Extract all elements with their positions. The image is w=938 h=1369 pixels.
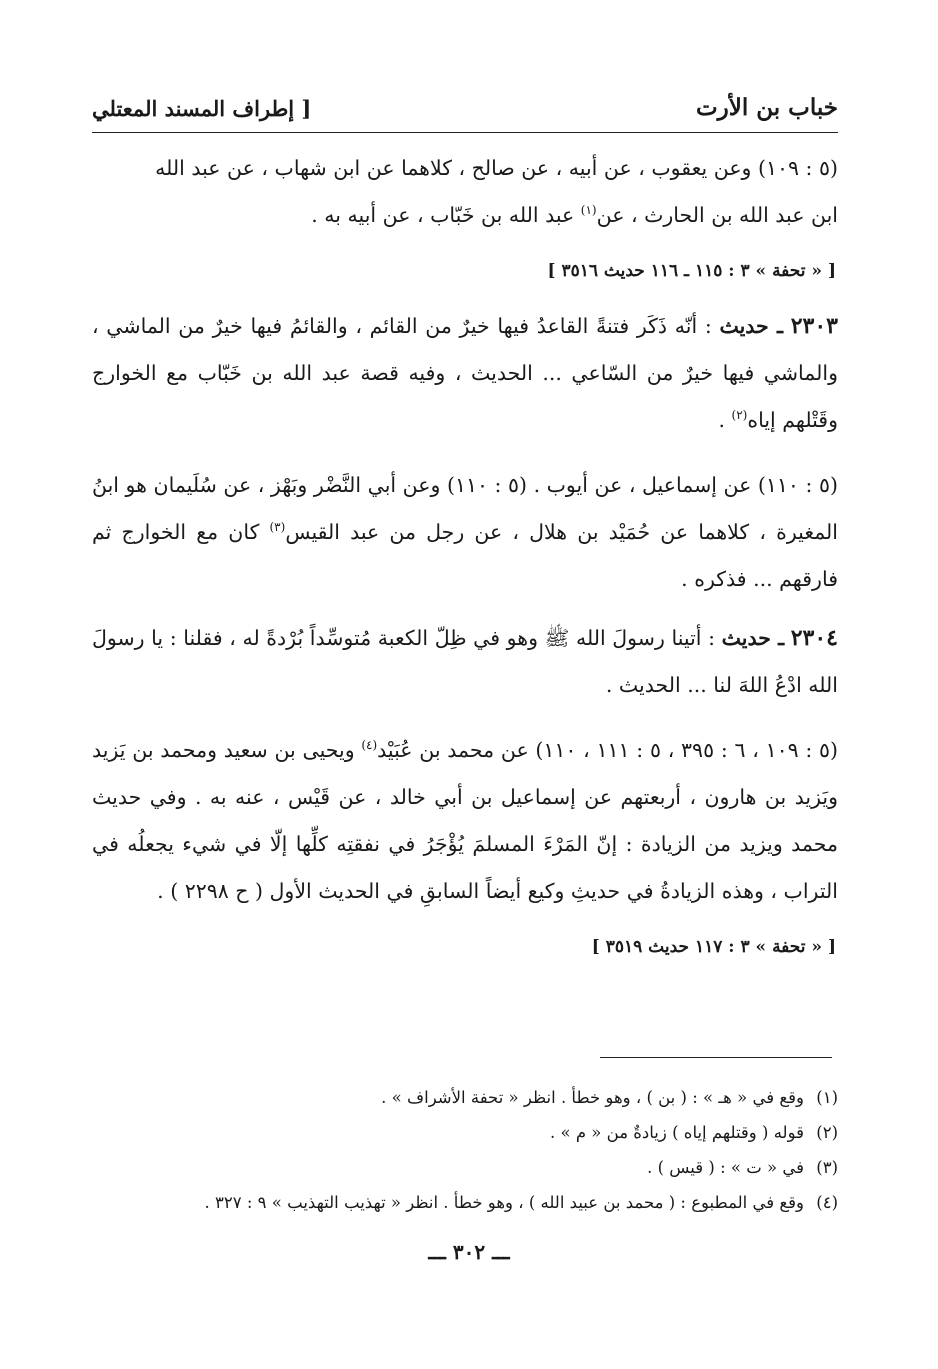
- tuhfa-reference-1: [ « تحفة » ٣ : ١١٥ ـ ١١٦ حديث ٣٥١٦ ]: [547, 261, 836, 281]
- footnote-marker-4[interactable]: (٤): [361, 738, 378, 753]
- isnad-text-3b: ويحيى بن سعيد ومحمد بن يَزيد ويَزيد بن هارون ، أربعتهم عن إسماعيل بن أبي خالد ، عن قَيْس ، عنه به . وفي حديث محمد ويزيد من الزيادة : إنّ المَرْءَ المسلمَ يُؤْجَرُ في نفقتِه كلِّها إلّا في شيء يجعلُه في التراب ، وهذه الزيادةُ في حديثِ وكيع أيضاً السابقِ في الحديث الأول ( ح ٢٢٩٨ ) .: [92, 738, 838, 903]
- isnad-line-2b: عبد الله بن خَبّاب ، عن أبيه به .: [311, 203, 581, 227]
- footnote-text: قوله ( وقتلهم إياه ) زيادةٌ من « م » .: [550, 1123, 804, 1142]
- footnote-text: وقع في « هـ » : ( بن ) ، وهو خطأ . انظر « تحفة الأشراف » .: [381, 1088, 804, 1107]
- hadith-text-2304: : أتينا رسولَ الله ﷺ وهو في ظِلّ الكعبة مُتوسِّداً بُرْدةً له ، فقلنا : يا رسولَ الله ادْعُ اللهَ لنا ... الحديث .: [92, 626, 838, 697]
- footnote-number: (٣): [816, 1158, 838, 1177]
- footnote-2: [92, 1115, 838, 1150]
- hadith-text-2303: : أنّه ذَكَر فتنةً القاعدُ فيها خيرٌ من القائم ، والقائمُ فيها خيرٌ من الماشي ، والماشي فيها خيرٌ من السّاعي ... الحديث ، وفيه قصة عبد الله بن خَبّاب مع الخوارج وقَتْلهم إياه: [92, 314, 838, 432]
- hadith-number-2304: ٢٣٠٤: [790, 625, 838, 651]
- footnote-number: (٤): [816, 1193, 838, 1212]
- page-number: ـــ ٣٠٢ ـــ: [428, 1240, 510, 1264]
- running-header: [92, 88, 838, 133]
- footnote-marker-3[interactable]: (٣): [269, 520, 286, 535]
- isnad-text-2a: (٥ : ١١٠) عن إسماعيل ، عن أيوب . (٥ : ١١٠) وعن أبي النَّضْر وبَهْز ، عن سُلَيمان هو ابنُ المغيرة ، كلاهما عن حُمَيْد بن هلال ، عن رجل من عبد القيس: [92, 473, 838, 544]
- footnote-1: [92, 1080, 838, 1115]
- isnad-paragraph-3: [92, 727, 838, 915]
- isnad-text-3a: (٥ : ١٠٩ ، ٦ : ٣٩٥ ، ٥ : ١١١ ، ١١٠) عن محمد بن عُبَيْد: [377, 738, 838, 762]
- footnote-number: (٢): [816, 1123, 838, 1142]
- hadith-end-2303: .: [718, 408, 732, 432]
- footnote-marker-2[interactable]: (٢): [731, 408, 748, 423]
- footnote-divider: [600, 1057, 832, 1058]
- isnad-line-2a: ابن عبد الله بن الحارث ، عن: [596, 203, 838, 227]
- footnote-text: في « ت » : ( قيس ) .: [647, 1158, 804, 1177]
- hadith-2304: [92, 615, 838, 709]
- footnote-4: [92, 1185, 838, 1220]
- isnad-text-2b: كان مع الخوارج ثم فارقهم ... فذكره .: [92, 520, 838, 591]
- hadith-label-2304: ـ حديث: [721, 626, 785, 650]
- header-chapter-title: خباب بن الأرت: [695, 94, 838, 121]
- footnotes: [92, 1080, 838, 1220]
- isnad-line-1: (٥ : ١٠٩) وعن يعقوب ، عن أبيه ، عن صالح ، كلاهما عن ابن شهاب ، عن عبد الله: [155, 156, 838, 180]
- hadith-label-2303: ـ حديث: [719, 314, 784, 338]
- footnote-text: وقع في المطبوع : ( محمد بن عبيد الله ) ، وهو خطأ . انظر « تهذيب التهذيب » ٩ : ٣٢٧ .: [204, 1193, 804, 1212]
- main-text: [92, 145, 838, 967]
- hadith-number-2303: ٢٣٠٣: [790, 313, 838, 339]
- header-book-title: [ إطراف المسند المعتلي: [92, 96, 312, 121]
- isnad-paragraph-2: [92, 462, 838, 603]
- footnote-number: (١): [816, 1088, 838, 1107]
- tuhfa-reference-2: [ « تحفة » ٣ : ١١٧ حديث ٣٥١٩ ]: [591, 937, 836, 957]
- footnote-marker-1[interactable]: (١): [580, 203, 597, 218]
- isnad-paragraph-1: [92, 145, 838, 239]
- footnote-3: [92, 1150, 838, 1185]
- hadith-2303: [92, 303, 838, 444]
